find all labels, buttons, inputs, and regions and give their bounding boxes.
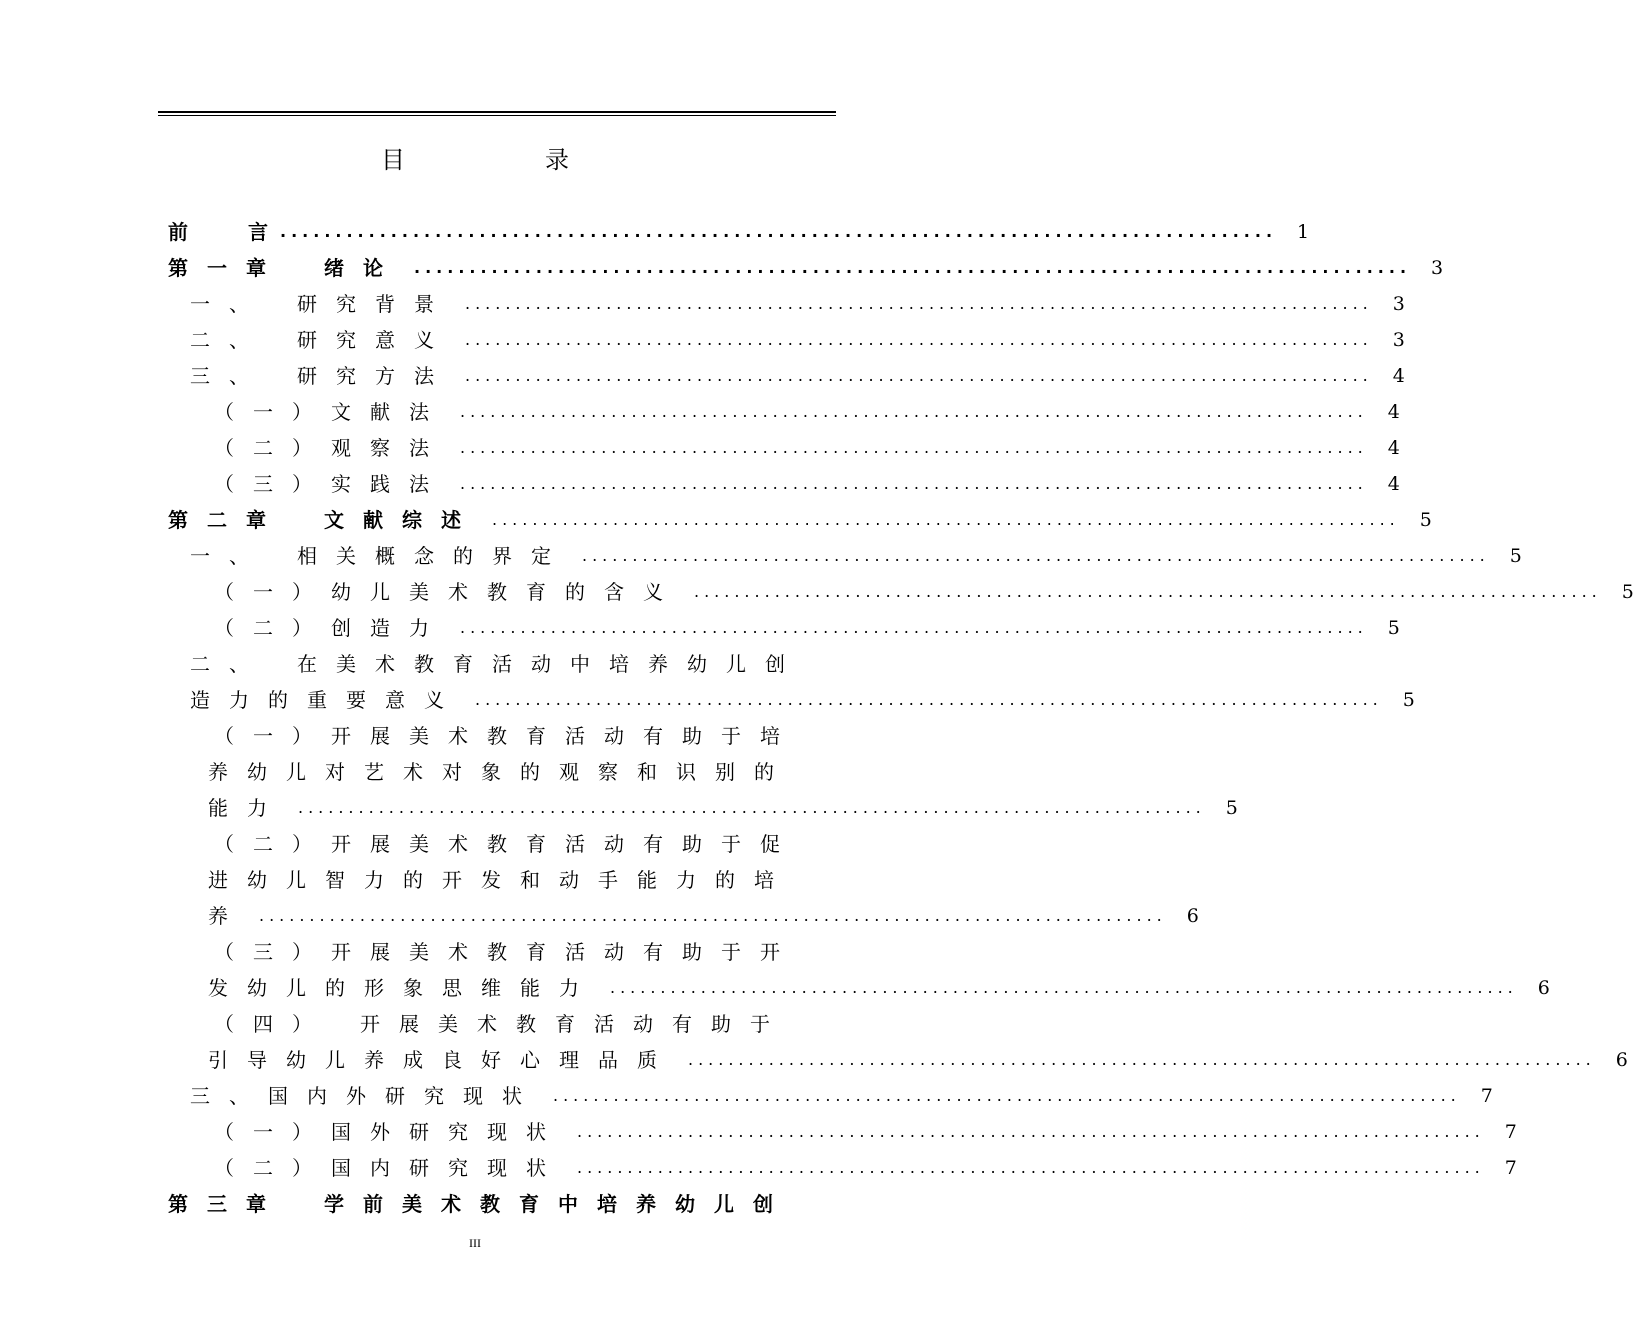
toc-entry-text: （一）开展美术教育活动有助于培 [214,724,799,748]
toc-entry-2-2-3-line2[interactable] [208,970,1550,1006]
toc-entry-text: （二）国内研究现状 [214,1156,565,1180]
toc-entry-text: 造力的重要意义 [190,688,463,712]
toc-page-number: 1 [1297,221,1310,243]
toc-entry-text: （二）创造力 [214,616,448,640]
toc-entry-2-2-1-line3[interactable] [208,790,1238,826]
toc-page-number: 4 [1387,473,1400,495]
dot-leader: .......................................................................................... [465,366,1373,385]
toc-entry-text: （三）实践法 [214,472,448,496]
dot-leader: .......................................................................................... [694,582,1602,601]
toc-entry-text: 引导幼儿养成良好心理品质 [208,1048,676,1072]
toc-page-number: 5 [1387,617,1400,639]
dot-leader: .......................................................................................... [688,1050,1596,1069]
toc-page-number: 6 [1615,1049,1628,1071]
toc-page-number: 3 [1431,257,1444,279]
toc-page-number: 5 [1419,509,1432,531]
toc-entry-1-3-3[interactable] [214,466,1400,502]
toc-entry-text: 养 [208,904,247,928]
toc-page-number: 4 [1392,365,1405,387]
toc-entry-text: 二、 在美术教育活动中培养幼儿创 [190,652,804,676]
toc-entry-text: 能力 [208,796,286,820]
toc-entry-2-2-3-line1[interactable] [214,934,820,970]
dot-leader: .......................................................................................... [460,438,1368,457]
toc-entry-chapter-3-line1[interactable] [168,1186,820,1222]
toc-entry-2-2-line1[interactable] [190,646,810,682]
toc-entry-text: 第三章 学前美术教育中培养幼儿创 [168,1192,792,1216]
dot-leader: .......................................................................................... [280,222,1278,241]
toc-entry-text: 三、国内外研究现状 [190,1084,541,1108]
toc-page-number: 5 [1509,545,1522,567]
dot-leader: .......................................................................................... [582,546,1490,565]
toc-entry-2-2-4-line2[interactable] [208,1042,1628,1078]
header-rule-thick [158,111,836,113]
toc-entry-2-3[interactable] [190,1078,1493,1114]
dot-leader: .......................................................................................... [465,330,1373,349]
dot-leader: .......................................................................................... [553,1086,1461,1105]
toc-entry-text: 前 言 [168,220,268,244]
toc-page-number: 7 [1504,1121,1517,1143]
toc-page-number: 5 [1402,689,1415,711]
toc-entry-2-2-1-line1[interactable] [214,718,820,754]
dot-leader: .......................................................................................... [475,690,1383,709]
toc-entry-text: 一、 相关概念的界定 [190,544,570,568]
toc-entry-1-1[interactable] [190,286,1405,322]
dot-leader: .......................................................................................... [577,1122,1485,1141]
toc-page-number: 6 [1186,905,1199,927]
toc-entry-text: （一）国外研究现状 [214,1120,565,1144]
toc-page-number: 6 [1537,977,1550,999]
toc-entry-2-2-2-line2[interactable] [208,862,820,898]
dot-leader: .......................................................................................... [465,294,1373,313]
dot-leader: .......................................................................................... [460,618,1368,637]
toc-page-number: 5 [1621,581,1634,603]
toc-entry-2-3-1[interactable] [214,1114,1517,1150]
toc-page-number: 7 [1504,1157,1517,1179]
toc-entry-1-3[interactable] [190,358,1405,394]
dot-leader: .......................................................................................... [610,978,1518,997]
dot-leader: .......................................................................................... [259,906,1167,925]
dot-leader: .......................................................................................... [298,798,1206,817]
toc-title: 目 录 [381,146,627,174]
toc-page-number: 3 [1392,293,1405,315]
toc-page-number: 5 [1225,797,1238,819]
toc-entry-2-2-2-line3[interactable] [208,898,1199,934]
toc-entry-preface[interactable] [168,214,1310,250]
toc-page-number: 4 [1387,401,1400,423]
dot-leader: .......................................................................................... [492,510,1400,529]
toc-entry-text: （四） 开展美术教育活动有助于 [214,1012,789,1036]
toc-entry-text: （三）开展美术教育活动有助于开 [214,940,799,964]
page-number-footer: III [469,1236,481,1250]
toc-entry-2-1-1[interactable] [214,574,1634,610]
dot-leader: .......................................................................................... [577,1158,1485,1177]
toc-page-number: 4 [1387,437,1400,459]
toc-entry-1-3-1[interactable] [214,394,1400,430]
toc-entry-1-2[interactable] [190,322,1405,358]
toc-page-number: 7 [1480,1085,1493,1107]
toc-entry-2-1[interactable] [190,538,1522,574]
dot-leader: .......................................................................................... [460,402,1368,421]
toc-entry-text: 第一章 绪论 [168,256,402,280]
toc-entry-text: 一、 研究背景 [190,292,453,316]
dot-leader: .......................................................................................... [414,258,1412,277]
toc-entry-2-3-2[interactable] [214,1150,1517,1186]
toc-entry-1-3-2[interactable] [214,430,1400,466]
toc-page-number: 3 [1392,329,1405,351]
toc-entry-text: （一）文献法 [214,400,448,424]
toc-entry-text: 养幼儿对艺术对象的观察和识别的 [208,760,793,784]
toc-entry-text: 二、 研究意义 [190,328,453,352]
toc-entry-chapter-1[interactable] [168,250,1444,286]
toc-entry-2-2-line2[interactable] [190,682,1415,718]
toc-entry-text: 第二章 文献综述 [168,508,480,532]
toc-entry-text: （二）观察法 [214,436,448,460]
toc-entry-text: 三、 研究方法 [190,364,453,388]
toc-entry-2-1-2[interactable] [214,610,1400,646]
toc-entry-text: 进幼儿智力的开发和动手能力的培 [208,868,793,892]
toc-entry-2-2-4-line1[interactable] [214,1006,820,1042]
header-rule-thin [158,115,836,116]
toc-entry-chapter-2[interactable] [168,502,1432,538]
toc-entry-2-2-1-line2[interactable] [208,754,820,790]
toc-entry-text: （二）开展美术教育活动有助于促 [214,832,799,856]
toc-entry-text: （一）幼儿美术教育的含义 [214,580,682,604]
dot-leader: .......................................................................................... [460,474,1368,493]
toc-entry-text: 发幼儿的形象思维能力 [208,976,598,1000]
toc-entry-2-2-2-line1[interactable] [214,826,820,862]
